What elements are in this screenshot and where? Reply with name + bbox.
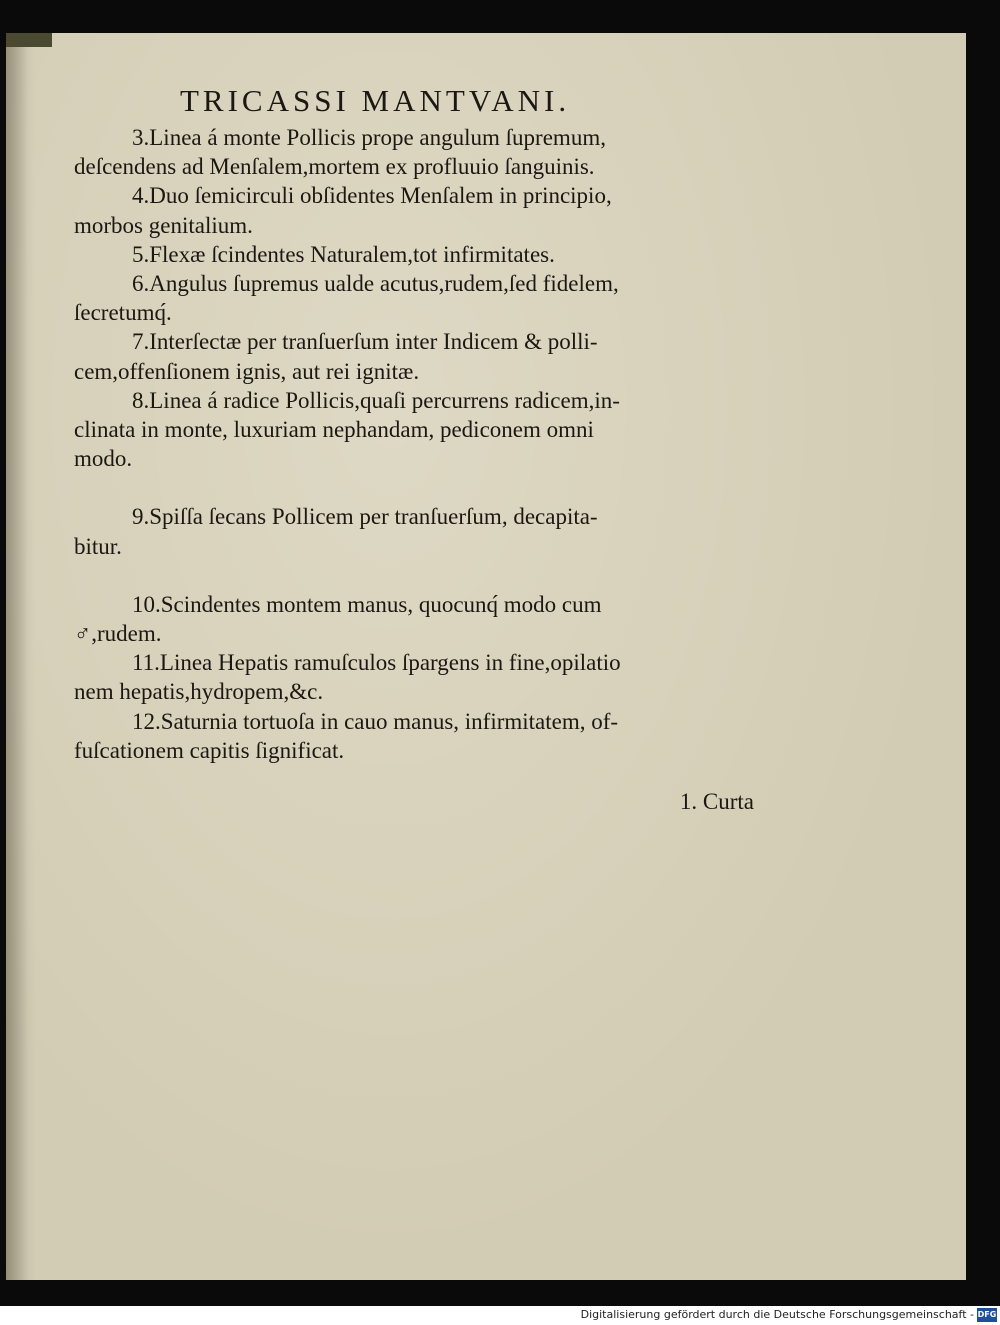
text-line: cem,offenſionem ignis, aut rei ignitæ. (74, 358, 420, 384)
blank-line (74, 561, 754, 590)
dfg-logo-icon: DFG (977, 1308, 997, 1322)
text-line: modo. (74, 446, 133, 472)
text-line: 4.Duo ſemicirculi obſidentes Menſalem in principio, (132, 183, 612, 209)
text-line: 7.Interſectæ per tranſuerſum inter Indicem & polli- (132, 329, 598, 355)
text-line: deſcendens ad Menſalem,mortem ex profluuio ſanguinis. (74, 154, 595, 180)
text-line: 8.Linea á radice Pollicis,quaſi percurrens radicem,in- (132, 387, 620, 413)
text-line: 11.Linea Hepatis ramuſculos ſpargens in fine,opilatio (132, 650, 621, 676)
blank-line (74, 473, 754, 502)
book-page (6, 33, 966, 1280)
text-line: 5.Flexæ ſcindentes Naturalem,tot infirmitates. (132, 241, 555, 267)
text-line: nem hepatis,hydropem,&c. (74, 679, 324, 705)
page-text-block (74, 81, 754, 816)
text-line: ſecretumq́. (74, 300, 172, 326)
text-line: 6.Angulus ſupremus ualde acutus,rudem,ſed fidelem, (132, 271, 619, 297)
text-line: 10.Scindentes montem manus, quocunq́ modo cum (132, 591, 602, 617)
running-head: TRICASSI MANTVANI. (180, 83, 571, 118)
catchword: 1. Curta (679, 789, 754, 815)
text-line: 12.Saturnia tortuoſa in cauo manus, infirmitatem, of- (132, 708, 619, 734)
text-lines (74, 123, 754, 765)
text-line: fuſcationem capitis ſignificat. (74, 737, 345, 763)
funding-credit: Digitalisierung gefördert durch die Deutsche Forschungsgemeinschaft - (580, 1308, 974, 1321)
footer-bar (0, 1306, 1000, 1325)
text-line: 9.Spiſſa ſecans Pollicem per tranſuerſum, decapita- (132, 504, 598, 530)
page-gutter-shadow (6, 33, 28, 1280)
text-line: clinata in monte, luxuriam nephandam, pediconem omni (74, 417, 594, 443)
text-line: 3.Linea á monte Pollicis prope angulum ſupremum, (132, 125, 606, 150)
text-line: morbos genitalium. (74, 212, 253, 238)
text-line: ♂,rudem. (74, 621, 162, 647)
text-line: bitur. (74, 533, 122, 559)
